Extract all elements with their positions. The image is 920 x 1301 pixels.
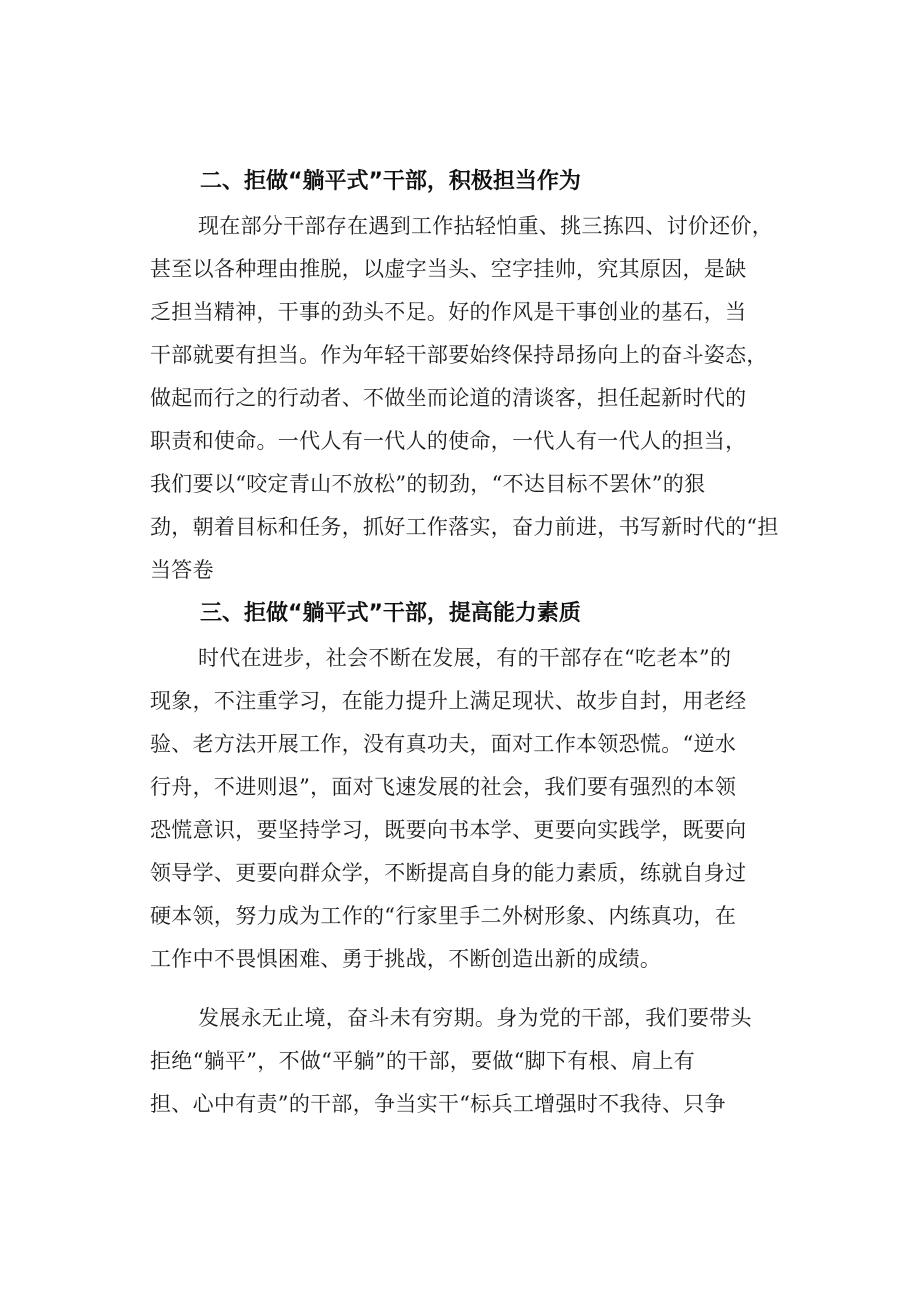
- section-3-paragraph-1-line: 验、老方法开展工作，没有真功夫，面对工作本领恐慌。“逆水: [150, 732, 737, 756]
- section-3-paragraph-1-line: 领导学、更要向群众学，不断提高自身的能力素质，练就自身过: [150, 861, 747, 885]
- section-3-paragraph-1-line: 恐慌意识，要坚持学习，既要向书本学、更要向实践学，既要向: [150, 818, 747, 842]
- section-3-paragraph-1-line: 硬本领，努力成为工作的“行家里手二外树形象、内练真功，在: [150, 904, 737, 928]
- section-3-paragraph-1-line: 工作中不畏惧困难、勇于挑战，不断创造出新的成绩。: [150, 947, 662, 971]
- section-2-line: 做起而行之的行动者、不做坐而论道的清谈客，担任起新时代的: [150, 386, 747, 410]
- section-3-paragraph-2-line: 发展永无止境，奋斗未有穷期。身为党的干部，我们要带头: [198, 1006, 752, 1030]
- section-2-line: 劲，朝着目标和任务，抓好工作落实，奋力前进，书写新时代的“担: [150, 515, 779, 539]
- section-2-heading: 二、拒做“躺平式”干部，积极担当作为: [200, 169, 581, 194]
- section-2-line: 甚至以各种理由推脱，以虚字当头、空字挂帅，究其原因，是缺: [150, 257, 747, 281]
- section-3-paragraph-2-line: 担、心中有责”的干部，争当实干“标兵工增强时不我待、只争: [150, 1092, 726, 1116]
- section-2-line: 职责和使命。一代人有一代人的使命，一代人有一代人的担当，: [150, 429, 747, 453]
- section-2-line: 我们要以“咬定青山不放松”的韧劲，“不达目标不罢休”的狠: [150, 472, 706, 496]
- section-2-line: 干部就要有担当。作为年轻干部要始终保持昂扬向上的奋斗姿态，: [150, 343, 768, 367]
- section-3-paragraph-1-line: 现象，不注重学习，在能力提升上满足现状、故步自封，用老经: [150, 689, 747, 713]
- section-3-paragraph-1-line: 时代在进步，社会不断在发展，有的干部存在“吃老本”的: [198, 646, 732, 670]
- section-3-heading: 三、拒做“躺平式”干部，提高能力素质: [200, 601, 581, 626]
- section-2-line: 乏担当精神，干事的劲头不足。好的作风是干事创业的基石，当: [150, 300, 747, 324]
- section-2-line: 当答卷: [150, 558, 214, 582]
- section-3-paragraph-2-line: 拒绝“躺平”，不做“平躺”的干部，要做“脚下有根、肩上有: [150, 1049, 696, 1073]
- section-2-line: 现在部分干部存在遇到工作拈轻怕重、挑三拣四、讨价还价，: [198, 214, 774, 238]
- section-3-paragraph-1-line: 行舟，不进则退”，面对飞速发展的社会，我们要有强烈的本领: [150, 775, 737, 799]
